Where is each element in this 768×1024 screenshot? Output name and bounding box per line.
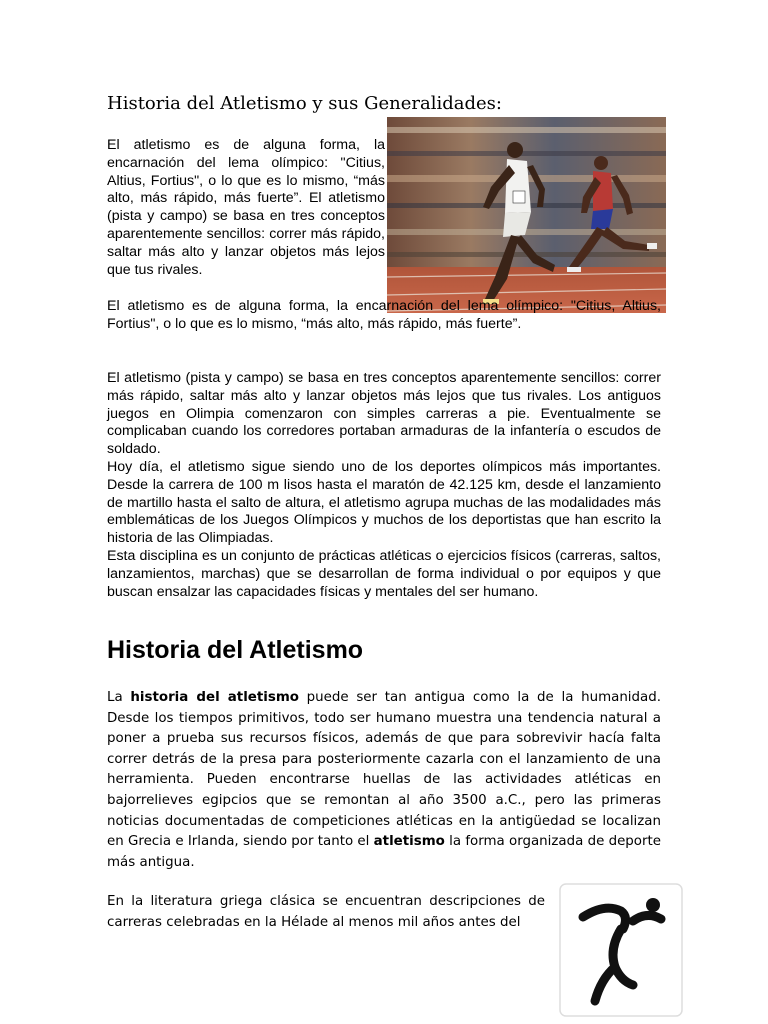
- history-text-2: puede ser tan antigua como la de la humanidad. Desde los tiempos primitivos, todo ser humano muestra una tendencia natural a poner a prueba sus recursos físicos, además de que para sobrevivir hacía falta correr detrás de la presa para posteriormente cazarla con el lanzamiento de una herramienta. Pueden encontrarse huellas de las actividades atléticas en bajorrelieves egipcios que se remontan al año 3500 a.C., pero las primeras noticias documentadas de competiciones atléticas en la antigüedad se localizan en Grecia e Irlanda, siendo por tanto el: [107, 690, 661, 850]
- history-text-1: La: [107, 690, 131, 705]
- history-bold-1: historia del atletismo: [130, 690, 299, 705]
- sprinters-photo: [387, 117, 666, 313]
- history-paragraph: [107, 688, 661, 873]
- paragraph-3-line-group-2: Hoy día, el atletismo sigue siendo uno de los deportes olímpicos más importantes. Desde la carrera de 100 m lisos hasta el maratón de 42.125 km, desde el lanzamiento de martillo hasta el salto de altura, el atletismo agrupa muchas de las modalidades más emblemáticas de los Juegos Olímpicos y muchos de los deportistas que han escrito la historia de las Olimpiadas.: [107, 458, 661, 547]
- paragraph-3-line-group-3: Esta disciplina es un conjunto de prácticas atléticas o ejercicios físicos (carreras, saltos, lanzamientos, marchas) que se desarrollan de forma individual o por equipos y que buscan ensalzar las capacidades físicas y mentales del ser humano.: [107, 547, 661, 600]
- history-text-3: la forma organizada de deporte más antigua.: [107, 834, 661, 870]
- literature-paragraph: En la literatura griega clásica se encuentran descripciones de carreras celebradas en la Hélade al menos mil años antes del: [107, 894, 545, 930]
- paragraph-3: [107, 370, 661, 601]
- intro-paragraph: El atletismo es de alguna forma, la encarnación del lema olímpico: "Citius, Altius, Fortius", o lo que es lo mismo, “más alto, más rápido, más fuerte”. El atletismo (pista y campo) se basa en tres conceptos aparentemente sencillos: correr más rápido, saltar más alto y lanzar objetos más lejos que tus rivales.: [107, 137, 385, 278]
- athletics-pictogram-icon: [559, 883, 683, 1017]
- paragraph-3-line-group-1: El atletismo (pista y campo) se basa en tres conceptos aparentemente sencillos: correr más rápido, saltar más alto y lanzar objetos más lejos que tus rivales. Los antiguos juegos en Olimpia comenzaron con simples carreras a pie. Eventualmente se complicaban cuando los corredores portaban armaduras de la infantería o escudos de soldado.: [107, 370, 661, 458]
- paragraph-2: El atletismo es de alguna forma, la encarnación del lema olímpico: "Citius, Altius, Fortius", o lo que es lo mismo, “más alto, más rápido, más fuerte”.: [107, 298, 661, 332]
- section-heading: Historia del Atletismo: [107, 636, 364, 664]
- history-bold-2: atletismo: [373, 834, 445, 850]
- document-title: Historia del Atletismo y sus Generalidades:: [107, 93, 502, 114]
